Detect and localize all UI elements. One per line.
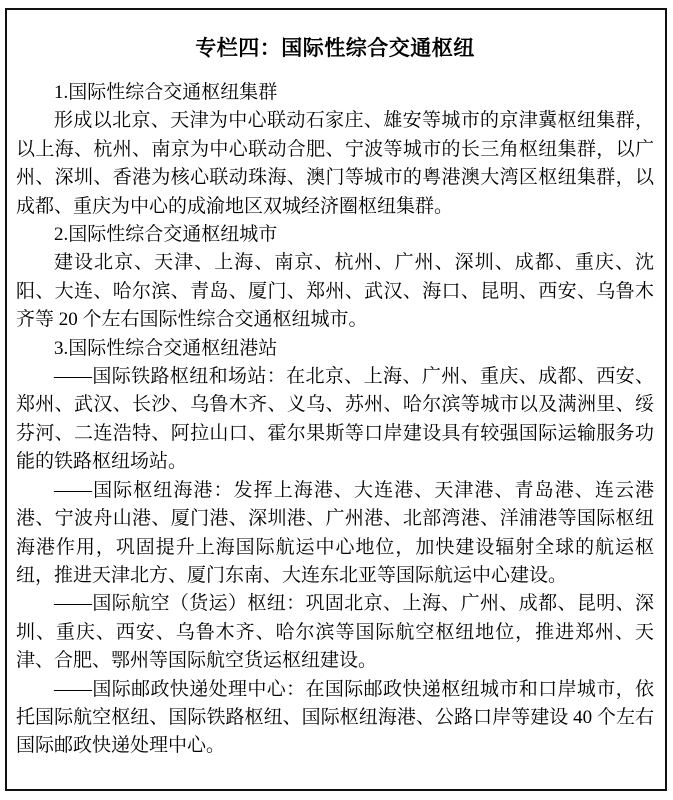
box-body xyxy=(16,79,654,761)
section-hub-ports-stations xyxy=(16,335,654,761)
paragraph-seaport-hubs: ——国际枢纽海港：发挥上海港、大连港、天津港、青岛港、连云港港、宁波舟山港、厦门港、深圳港、广州港、北部湾港、洋浦港等国际枢纽海港作用，巩固提升上海国际航运中心地位，加快建设辐射全球的航运枢纽，推进天津北方、厦门东南、大连东北亚等国际航运中心建设。 xyxy=(16,479,654,586)
section-heading: 2.国际性综合交通枢纽城市 xyxy=(54,224,278,246)
paragraph-hub-cities: 建设北京、天津、上海、南京、杭州、广州、深圳、成都、重庆、沈阳、大连、哈尔滨、青岛、厦门、郑州、武汉、海口、昆明、西安、乌鲁木齐等 20 个左右国际性综合交通枢纽城市。 xyxy=(16,252,654,331)
paragraph-hub-clusters: 形成以北京、天津为中心联动石家庄、雄安等城市的京津冀枢纽集群，以上海、杭州、南京为中心联动合肥、宁波等城市的长三角枢纽集群，以广州、深圳、香港为核心联动珠海、澳门等城市的粤港澳大湾区枢纽集群，以成都、重庆为中心的成渝地区双城经济圈枢纽集群。 xyxy=(16,110,654,217)
box-title: 专栏四：国际性综合交通枢纽 xyxy=(195,37,475,60)
column-box-frame xyxy=(5,8,667,791)
section-heading: 3.国际性综合交通枢纽港站 xyxy=(54,337,278,359)
paragraph-railway-hubs: ——国际铁路枢纽和场站：在北京、上海、广州、重庆、成都、西安、郑州、武汉、长沙、乌鲁木齐、义乌、苏州、哈尔滨等城市以及满洲里、绥芬河、二连浩特、阿拉山口、霍尔果斯等口岸建设具有较强国际运输服务功能的铁路枢纽场站。 xyxy=(16,366,654,473)
section-hub-cities xyxy=(16,221,654,335)
section-hub-clusters xyxy=(16,79,654,221)
paragraph-aviation-hubs: ——国际航空（货运）枢纽：巩固北京、上海、广州、成都、昆明、深圳、重庆、西安、乌鲁木齐、哈尔滨等国际航空枢纽地位，推进郑州、天津、合肥、鄂州等国际航空货运枢纽建设。 xyxy=(16,593,654,672)
section-heading: 1.国际性综合交通枢纽集群 xyxy=(54,82,278,103)
paragraph-postal-centers: ——国际邮政快递处理中心：在国际邮政快递枢纽城市和口岸城市，依托国际航空枢纽、国际铁路枢纽、国际枢纽海港、公路口岸等建设 40 个左右国际邮政快递处理中心。 xyxy=(16,678,654,757)
